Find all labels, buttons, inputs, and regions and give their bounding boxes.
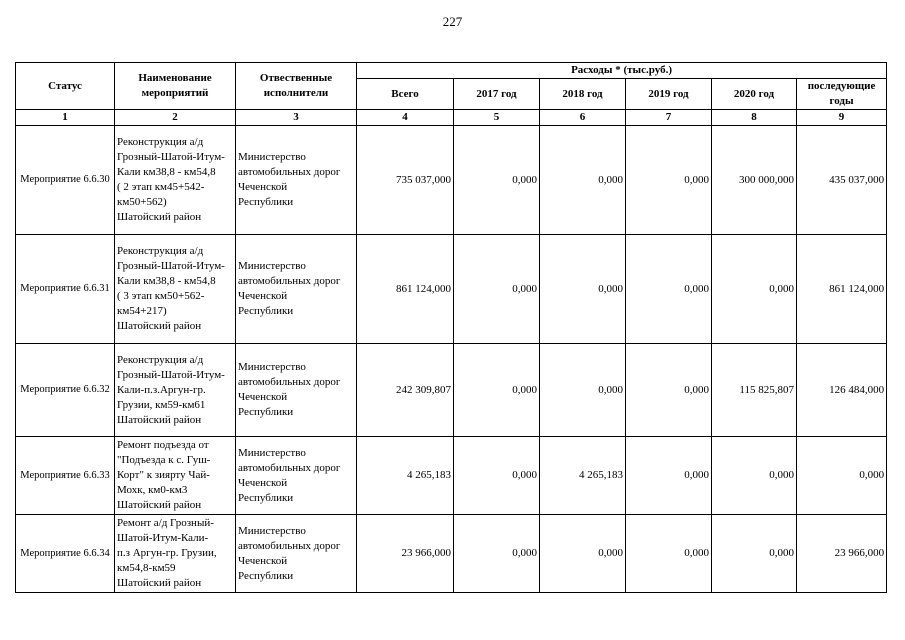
row-total: 735 037,000 [357,126,454,235]
row-status: Мероприятие 6.6.34 [16,515,115,593]
header-total: Всего [357,79,454,110]
header-2019: 2019 год [626,79,712,110]
row-later-years: 0,000 [797,437,887,515]
row-2019: 0,000 [626,344,712,437]
row-later-years: 126 484,000 [797,344,887,437]
row-2018: 0,000 [540,515,626,593]
header-executors: Отвественные исполнители [236,63,357,110]
header-later-years: последующие годы [797,79,887,110]
row-executor: Министерство автомобильных дорог Чеченской Республики [236,126,357,235]
column-number: 7 [626,110,712,126]
row-later-years: 23 966,000 [797,515,887,593]
header-2017: 2017 год [454,79,540,110]
row-2019: 0,000 [626,235,712,344]
row-status: Мероприятие 6.6.31 [16,235,115,344]
row-status: Мероприятие 6.6.33 [16,437,115,515]
column-number: 4 [357,110,454,126]
header-2018: 2018 год [540,79,626,110]
table-row [16,515,887,593]
column-number: 1 [16,110,115,126]
row-later-years: 435 037,000 [797,126,887,235]
column-number: 9 [797,110,887,126]
row-2019: 0,000 [626,126,712,235]
header-expenses-group: Расходы * (тыс.руб.) [357,63,887,79]
row-2019: 0,000 [626,437,712,515]
row-status: Мероприятие 6.6.30 [16,126,115,235]
row-2017: 0,000 [454,515,540,593]
row-2020: 115 825,807 [712,344,797,437]
row-2017: 0,000 [454,235,540,344]
column-number: 6 [540,110,626,126]
table-row [16,344,887,437]
row-executor: Министерство автомобильных дорог Чеченской Республики [236,344,357,437]
row-later-years: 861 124,000 [797,235,887,344]
row-2020: 300 000,000 [712,126,797,235]
column-number: 3 [236,110,357,126]
row-activity-name: Ремонт подъезда от "Подъезда к с. Гуш- Корт" к зиярту Чай- Мохк, км0-км3 Шатойский район [115,437,236,515]
row-total: 861 124,000 [357,235,454,344]
header-status: Статус [16,63,115,110]
row-2020: 0,000 [712,515,797,593]
column-number: 2 [115,110,236,126]
row-2019: 0,000 [626,515,712,593]
column-number: 8 [712,110,797,126]
table-row [16,437,887,515]
row-2020: 0,000 [712,437,797,515]
row-total: 23 966,000 [357,515,454,593]
row-2017: 0,000 [454,437,540,515]
row-activity-name: Ремонт а/д Грозный- Шатой-Итум-Кали- п.з Аргун-гр. Грузии, км54,8-км59 Шатойский район [115,515,236,593]
row-executor: Министерство автомобильных дорог Чеченской Республики [236,515,357,593]
row-2017: 0,000 [454,344,540,437]
row-2018: 4 265,183 [540,437,626,515]
row-executor: Министерство автомобильных дорог Чеченской Республики [236,235,357,344]
row-2018: 0,000 [540,126,626,235]
page-number: 227 [442,14,463,29]
row-2020: 0,000 [712,235,797,344]
expenses-table [15,62,887,593]
row-total: 242 309,807 [357,344,454,437]
row-2017: 0,000 [454,126,540,235]
row-2018: 0,000 [540,235,626,344]
table-row [16,126,887,235]
row-status: Мероприятие 6.6.32 [16,344,115,437]
row-activity-name: Реконструкция а/д Грозный-Шатой-Итум- Кали-п.з.Аргун-гр. Грузии, км59-км61 Шатойский район [115,344,236,437]
row-activity-name: Реконструкция а/д Грозный-Шатой-Итум- Кали км38,8 - км54,8 ( 3 этап км50+562- км54+217) Шатойский район [115,235,236,344]
column-number: 5 [454,110,540,126]
header-2020: 2020 год [712,79,797,110]
row-total: 4 265,183 [357,437,454,515]
row-2018: 0,000 [540,344,626,437]
table-row [16,235,887,344]
row-activity-name: Реконструкция а/д Грозный-Шатой-Итум- Кали км38,8 - км54,8 ( 2 этап км45+542- км50+562) Шатойский район [115,126,236,235]
header-name: Наименование мероприятий [115,63,236,110]
row-executor: Министерство автомобильных дорог Чеченской Республики [236,437,357,515]
